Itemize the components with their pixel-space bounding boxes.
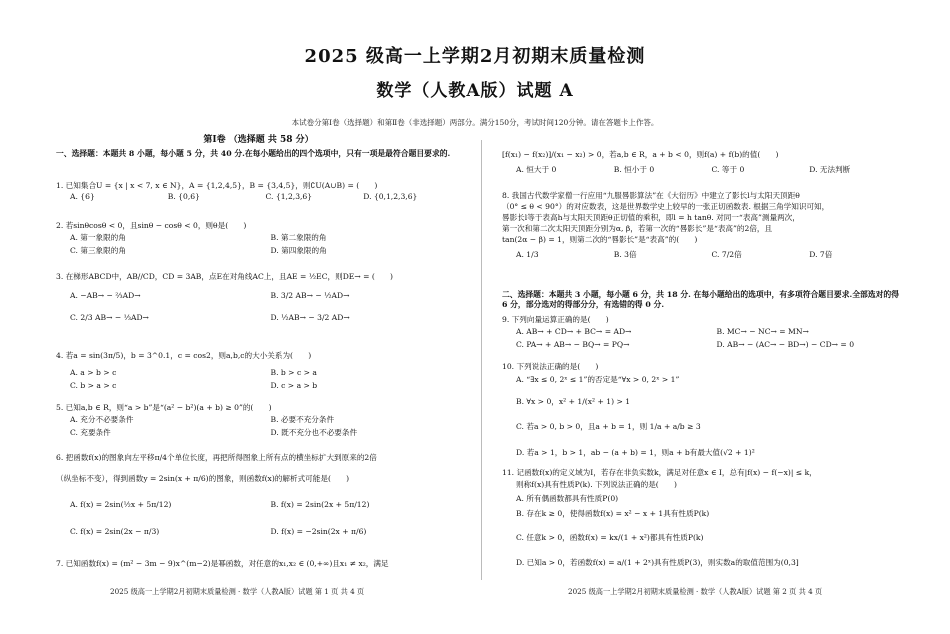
option-a: A. 1/3 [516, 250, 539, 259]
question-line: 第一次和第二次太阳天顶距分别为α, β，若第一次的“晷影长”是“表高”的2倍，且 [502, 224, 773, 233]
left-column [56, 135, 461, 580]
question-stem: 1. 已知集合U = {x | x < 7, x ∈ N}，A = {1,2,4,5}，B = {3,4,5}，则∁U(A∪B) = ( ) [56, 181, 378, 190]
question-stem: 5. 已知a,b ∈ R，则“a > b”是“(a² − b²)(a + b) ≥ 0”的( ) [56, 403, 272, 412]
option-c: C. 等于 0 [711, 165, 745, 175]
option-c: C. PA→ + AB→ − BQ→ = PQ→ [516, 339, 630, 349]
question-stem-cont: 则称f(x)具有性质P(k). 下列说法正确的是( ) [516, 480, 677, 490]
option-d: D. 已知a > 0，若函数f(x) = a/(1 + 2ˣ)具有性质P(3)，则实数a的取值范围为(0,3] [516, 558, 799, 568]
section1-heading: 一、选择题：本题共 8 小题，每小题 5 分，共 40 分.在每小题给出的四个选项中，只有一项是最符合题目要求的. [56, 149, 451, 158]
question-6 [56, 453, 461, 537]
option-c: C. 若a > 0, b > 0，且a + b = 1，则 1/a + a/b ≥ 3 [516, 422, 701, 432]
question-8 [502, 190, 907, 260]
option-c: C. f(x) = 2sin(2x − π/3) [70, 527, 160, 537]
option-b: B. ∀x > 0，x² + 1/(x² + 1) > 1 [516, 396, 631, 406]
option-c: C. {1,2,3,6} [265, 192, 313, 202]
part-title: 第Ⅰ卷 （选择题 共 58 分） [203, 135, 314, 145]
question-stem: [f(x₁) − f(x₂)]/(x₁ − x₂) > 0，若a,b ∈ R，a + b < 0，则f(a) + f(b)的值( ) [502, 150, 779, 159]
question-7-cont [502, 150, 907, 175]
question-line: tan(2α − β) = 1，则第二次的“晷影长”是“表高”的( ) [502, 235, 698, 244]
column-divider [481, 140, 482, 580]
option-a: A. a > b > c [70, 368, 117, 378]
option-d: D. 第四象限的角 [270, 245, 327, 255]
option-d: D. {0,1,2,3,6} [363, 192, 418, 202]
option-a: A. 第一象限的角 [70, 233, 126, 243]
question-10 [502, 362, 907, 460]
question-9 [502, 315, 907, 349]
option-c: C. 第三象限的角 [70, 245, 126, 255]
option-a: A. 充分不必要条件 [70, 415, 134, 425]
left-footer: 2025 级高一上学期2月初期末质量检测 · 数学（人教A版）试题 第 1 页 共 4 页 [110, 587, 365, 596]
option-c: C. b > a > c [70, 380, 117, 390]
option-d: D. AB→ − (AC→ − BD→) − CD→ = 0 [716, 339, 855, 349]
option-c: C. 2/3 AB→ − ⅓AD→ [70, 312, 149, 322]
option-b: B. 存在k ≥ 0，使得函数f(x) = x² − x + 1具有性质P(k) [516, 509, 710, 519]
question-7 [56, 559, 461, 568]
section2-heading: 二、选择题：本题共 3 小题，每小题 6 分，共 18 分. 在每小题给出的选项中，有多项符合题目要求.全部选对的得 6 分，部分选对的得部分分，有选错的得 0 分. [502, 290, 899, 309]
question-line: 晷影长l等于表高h与太阳天顶距θ正切值的乘积，即l = h tanθ. 对同一“表高”测量两次， [502, 213, 800, 222]
exam-subtitle: 数学（人教A版）试题 A [376, 81, 574, 101]
question-line: （0° ≤ θ < 90°）的对应数表，这是世界数学史上较早的一张正切函数表. 根据三角学知识可知， [502, 202, 830, 211]
option-b: B. MC→ − NC→ = MN→ [716, 327, 809, 337]
question-4 [56, 351, 461, 390]
option-c: C. 任意k > 0，函数f(x) = kx/(1 + x²)都具有性质P(k) [516, 532, 704, 542]
question-stem: 9. 下列向量运算正确的是( ) [502, 315, 609, 324]
question-stem: 7. 已知函数f(x) = (m² − 3m − 9)x^(m−2)是幂函数，对任意的x₁,x₂ ∈ (0,+∞)且x₁ ≠ x₂，满足 [56, 559, 389, 568]
right-column [502, 150, 907, 580]
option-c: C. 7/2倍 [711, 250, 742, 259]
question-stem: 4. 若a = sin(3π/5)，b = 3^0.1，c = cos2，则a,b,c的大小关系为( ) [56, 351, 312, 360]
option-a: A. f(x) = 2sin(½x + 5π/12) [70, 499, 172, 509]
option-d: D. 若a > 1，b > 1，ab − (a + b) = 1，则a + b有最大值(√2 + 1)² [516, 447, 755, 457]
option-a: A. 所有偶函数都具有性质P(0) [516, 493, 619, 503]
option-d: D. ½AB→ − 3/2 AD→ [270, 312, 350, 322]
question-2 [56, 221, 461, 255]
option-b: B. 恒小于 0 [613, 165, 655, 175]
exam-notice: 本试卷分第Ⅰ卷（选择题）和第Ⅱ卷（非选择题）两部分。满分150分，考试时间120分钟。请在答题卡上作答。 [291, 118, 659, 127]
question-stem: 11. 记函数f(x)的定义域为I，若存在非负实数k，满足对任意x ∈ I，总有|f(x) − f(−x)| ≤ k， [502, 468, 817, 477]
question-5 [56, 403, 461, 437]
question-stem-cont: （纵坐标不变），得到函数y = 2sin(x + π/6)的图象，则函数f(x)的解析式可能是( ) [56, 474, 350, 484]
option-b: B. {0,6} [167, 192, 200, 202]
question-stem: 2. 若sinθcosθ < 0，且sinθ − cosθ < 0，则θ是( ) [56, 221, 247, 230]
option-b: B. 3/2 AB→ − ½AD→ [270, 291, 350, 301]
option-a: A. AB→ + CD→ + BC→ = AD→ [516, 327, 632, 337]
option-a: A. “∃x ≤ 0, 2ˣ ≤ 1”的否定是“∀x > 0, 2ˣ > 1” [516, 375, 680, 385]
option-b: B. 必要不充分条件 [270, 415, 335, 425]
exam-title: 2025 级高一上学期2月初期末质量检测 [304, 46, 646, 67]
option-d: D. f(x) = −2sin(2x + π/6) [270, 527, 367, 537]
right-footer: 2025 级高一上学期2月初期末质量检测 · 数学（人教A版）试题 第 2 页 共 4 页 [568, 587, 823, 596]
option-d: D. 既不充分也不必要条件 [270, 427, 358, 437]
option-c: C. 充要条件 [70, 427, 111, 437]
question-stem: 6. 把函数f(x)的图象向左平移π/4个单位长度，再把所得图象上所有点的横坐标扩大到原来的2倍 [56, 453, 377, 462]
question-line: 8. 我国古代数学家僧一行应用“九服晷影算法”在《大衍历》中建立了影长l与太阳天顶距θ [502, 191, 800, 200]
question-11 [502, 468, 907, 571]
option-b: B. b > c > a [270, 368, 317, 378]
option-a: A. 恒大于 0 [516, 165, 557, 175]
option-b: B. f(x) = 2sin(2x + 5π/12) [270, 499, 370, 509]
option-b: B. 第二象限的角 [270, 233, 327, 243]
question-stem: 10. 下列说法正确的是( ) [502, 362, 599, 371]
question-3 [56, 272, 461, 322]
question-stem: 3. 在梯形ABCD中，AB//CD，CD = 3AB，点E在对角线AC上，且AE = ½EC，则DE→ = ( ) [56, 272, 393, 281]
option-d: D. 无法判断 [809, 165, 851, 175]
question-1 [56, 181, 461, 202]
option-a: A. −AB→ − ⅔AD→ [70, 291, 141, 301]
option-a: A. {6} [70, 192, 95, 202]
option-d: D. c > a > b [270, 380, 318, 390]
option-b: B. 3倍 [613, 250, 637, 259]
option-d: D. 7倍 [809, 250, 833, 259]
